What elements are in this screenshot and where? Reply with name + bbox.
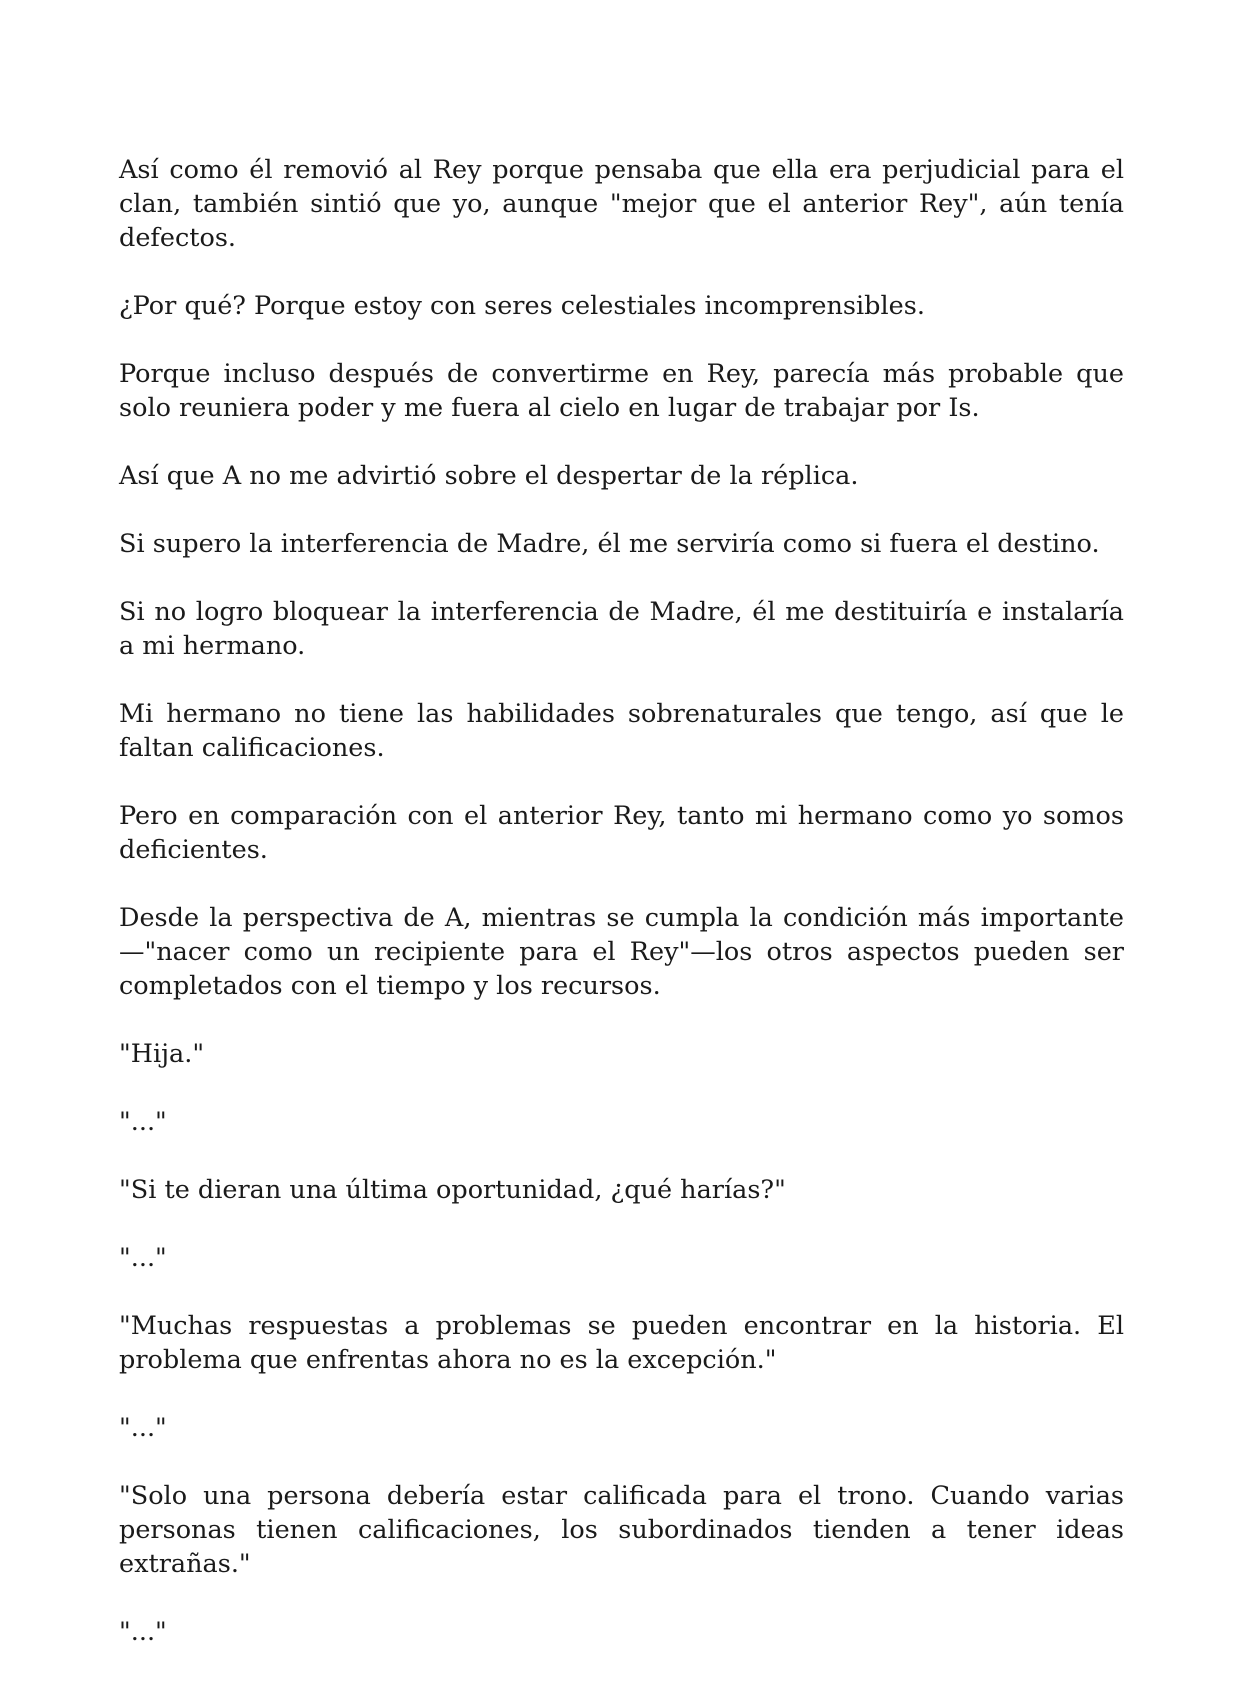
paragraph: Si no logro bloquear la interferencia de Madre, él me destituiría e instalaría a mi hermano. [119, 597, 1124, 661]
dialogue-line: "..." [119, 1413, 167, 1443]
dialogue-line: "Solo una persona debería estar calificada para el trono. Cuando varias personas tienen calificaciones, los subordinados tienden a tener ideas extrañas." [119, 1481, 1124, 1579]
paragraph: Mi hermano no tiene las habilidades sobrenaturales que tengo, así que le faltan calificaciones. [119, 699, 1124, 763]
dialogue-line: "Hija." [119, 1039, 205, 1069]
dialogue-line: "..." [119, 1107, 167, 1137]
dialogue-line: "..." [119, 1617, 167, 1647]
dialogue-line: "Si te dieran una última oportunidad, ¿qué harías?" [119, 1175, 786, 1205]
paragraph: Desde la perspectiva de A, mientras se cumpla la condición más importante—"nacer como un recipiente para el Rey"—los otros aspectos pueden ser completados con el tiempo y los recursos. [119, 903, 1124, 1001]
paragraph: Pero en comparación con el anterior Rey, tanto mi hermano como yo somos deficientes. [119, 801, 1124, 865]
paragraph: Si supero la interferencia de Madre, él me serviría como si fuera el destino. [119, 529, 1100, 559]
dialogue-line: "..." [119, 1243, 167, 1273]
paragraph: Así que A no me advirtió sobre el despertar de la réplica. [119, 461, 859, 491]
document-body [119, 153, 1124, 1683]
paragraph: Así como él removió al Rey porque pensaba que ella era perjudicial para el clan, también sintió que yo, aunque "mejor que el anterior Rey", aún tenía defectos. [119, 155, 1124, 253]
paragraph: ¿Por qué? Porque estoy con seres celestiales incomprensibles. [119, 291, 925, 321]
dialogue-line: "Muchas respuestas a problemas se pueden encontrar en la historia. El problema que enfrentas ahora no es la excepción." [119, 1311, 1124, 1375]
paragraph: Porque incluso después de convertirme en Rey, parecía más probable que solo reuniera poder y me fuera al cielo en lugar de trabajar por Is. [119, 359, 1124, 423]
